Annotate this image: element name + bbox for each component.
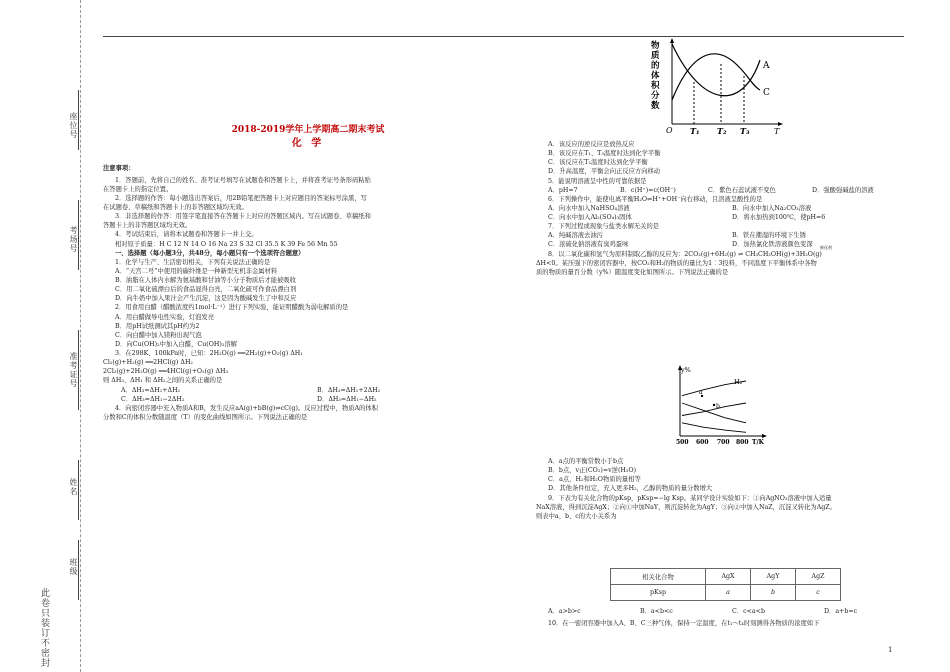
q8-stem-line2: ΔH<0。某压强下的密闭容器中，按CO₂和H₂的物质的量比为1︰3投料，不同温度下平衡体系中各物: [536, 259, 817, 267]
graph-q8-x-arrow: [762, 434, 767, 438]
question-line[interactable]: D．向Cu(OH)₂中加入白醋，Cu(OH)₂溶解: [115, 340, 237, 348]
q4-stem-line2: 分数和C的体积分数随温度（T）的变化曲线如图所示。下列说法正确的是: [103, 413, 308, 421]
q6-options-row1: [536, 204, 916, 213]
q6-option-b[interactable]: B．向水中加入Na₂CO₃溶液: [732, 204, 812, 212]
q9-option-a[interactable]: A．a>b>c: [548, 608, 581, 615]
q7-option-c[interactable]: C．浓硫化钠溶液有臭鸡蛋味: [548, 241, 629, 249]
q9-table-cell: AgX: [706, 569, 751, 585]
graph-q4-origin: O: [666, 126, 673, 135]
graph-q8-series: [682, 381, 746, 432]
graph-q4-xlabel: T: [774, 127, 780, 136]
q9-option-b[interactable]: B．a<b<c: [640, 608, 673, 615]
q9-table-cell: 相关化合物: [611, 569, 706, 585]
graph-q8-ylabel: y%: [681, 366, 691, 374]
question-line: 2Cl₂(g)+2H₂O(g) ══4HCl(g)+O₂(g) ΔH₃: [103, 368, 229, 376]
notes-item: 4．考试结束后，请将本试题卷和答题卡一并上交。: [115, 231, 258, 239]
q8-stem-line1-text: 8．以二氧化碳和氢气为原料制取乙醇的反应为：2CO₂(g)+6H₂(g) ⇌ CH₃CH₂OH(g)+3H₂O(g): [548, 250, 822, 258]
question-line[interactable]: A．“天宫二号”中使用的碳纤维是一种新型无机非金属材料: [115, 267, 278, 275]
notes-item: 在试题卷、草稿纸和答题卡上的非答题区域均无效。: [103, 204, 248, 212]
graph-q4-x-arrow: [778, 122, 783, 126]
graph-q4-ylabel-char: 数: [651, 101, 660, 111]
admission-no-label: 准考证号: [69, 352, 78, 388]
seal-note: 此卷只装订不密封: [39, 588, 49, 668]
graph-q4-ylabel-char: 物: [651, 41, 660, 51]
graph-q8: [668, 364, 778, 450]
question-line: 3．在298K、100kPa时，已知：2H₂O(g) ══2H₂(g)+O₂(g) ΔH₁: [115, 350, 303, 358]
exam-title: 2018-2019学年上学期高二期末考试: [231, 125, 385, 135]
q9-options: [536, 607, 916, 616]
right-column-lower: [536, 457, 916, 521]
q9-table-header: [611, 569, 841, 585]
graph-q8-label-h2: H₂: [734, 378, 743, 386]
binding-margin: [0, 0, 95, 672]
q7-options-row1: [536, 231, 916, 240]
graph-q8-tick-600: 600: [696, 439, 709, 446]
graph-q4-ylabel-char: 体: [651, 71, 660, 81]
question-line[interactable]: D．升高温度，平衡会向正反应方向移动: [548, 168, 661, 176]
q7-options-row2: [536, 240, 916, 249]
page-number: 1: [888, 646, 893, 654]
q8-option-a[interactable]: A．a点的平衡常数小于b点: [548, 458, 624, 465]
q3-option-c[interactable]: C．ΔH₃=ΔH₁−2ΔH₂: [121, 395, 185, 403]
graph-q4-ylabel: [650, 40, 660, 111]
exam-room-line: [78, 200, 79, 270]
exam-room-label: 考场号: [69, 226, 78, 253]
name-line: [78, 460, 79, 520]
question-line: 2．用食用白醋（醋酸浓度约1mol·L⁻¹）进行下列实验，能证明醋酸为弱电解质的是: [115, 304, 349, 312]
question-line: 5．能说明溶液呈中性的可靠依据是: [548, 177, 647, 185]
q5-option-c[interactable]: C．紫色石蕊试液不变色: [708, 186, 776, 194]
graph-q4-tick-t3: T₃: [740, 126, 750, 136]
q6-options-row2: [536, 213, 916, 222]
q6-option-c[interactable]: C．向水中加入Al₂(SO₄)₃固体: [548, 214, 632, 221]
graph-q8-xlabel: T/K: [752, 439, 764, 446]
question-line[interactable]: C．向白醋中加入镁粉出现气泡: [115, 331, 202, 339]
q3-option-b[interactable]: B．ΔH₃=ΔH₁+2ΔH₂: [317, 386, 381, 394]
question-line: 则 ΔH₃、ΔH₁ 和 ΔH₂之间的关系正确的是: [103, 377, 223, 385]
question-line[interactable]: C．用二氧化硫漂白后的食品显得白亮，二氧化硫可作食品漂白剂: [115, 286, 297, 294]
question-line[interactable]: D．向牛奶中加入果汁会产生沉淀，这是因为酸碱发生了中和反应: [115, 295, 297, 303]
q9-table-cell: a: [706, 585, 751, 601]
q7-option-a[interactable]: A．纯碱溶液去油污: [548, 232, 603, 240]
q9-table-cell: pKsp: [611, 585, 706, 601]
class-label: 班级: [69, 558, 78, 576]
graph-q4-y-arrow: [670, 38, 674, 43]
question-line[interactable]: A．该反应的逆反应是放热反应: [548, 141, 635, 148]
notes-item: 在答题卡上的指定位置。: [103, 185, 173, 193]
q9-table: [610, 568, 841, 601]
question-line[interactable]: A．用白醋做导电性实验，灯泡发亮: [115, 313, 215, 321]
q10-stem: 10．在一密闭容器中加入A、B、C三种气体，保持一定温度，在t₁～t₄时刻测得各物质的浓度如下: [548, 620, 820, 628]
q7-option-b[interactable]: B．铁在潮湿的环境下生锈: [732, 232, 806, 240]
question-line[interactable]: B．该反应在T₁、T₃温度时达到化学平衡: [548, 150, 661, 158]
q3-options-row2: [103, 395, 513, 404]
graph-q4: [648, 38, 790, 138]
question-line[interactable]: B．油脂在人体内水解为氨基酸和甘油等小分子物质后才能被吸收: [115, 277, 296, 285]
q9-table-cell: b: [751, 585, 796, 601]
left-question-lines: [103, 258, 513, 386]
q6-stem: 6．下列操作中，能使电离平衡H₂O⇌H⁺+OH⁻向右移动，且溶液呈酸性的是: [548, 195, 763, 203]
left-column: [103, 124, 513, 422]
graph-q8-label-a: a: [699, 389, 703, 396]
q3-options-row1: [103, 386, 513, 395]
q5-option-a[interactable]: A．pH=7: [548, 186, 578, 194]
graph-q8-label-b: b: [716, 403, 720, 410]
graph-q4-tick-t2: T₂: [717, 126, 727, 136]
q9-stem-line1: 9．下表为有关化合物的pKsp，pKsp=−lg Ksp。某同学设计实验如下：①向AgNO₃溶液中加入适量: [548, 494, 832, 502]
seat-no-line: [78, 90, 79, 150]
q9-table-cell: AgY: [751, 569, 796, 585]
q9-option-d[interactable]: D．a+b=c: [824, 608, 858, 615]
question-line: Cl₂(g)+H₂(g) ══2HCl(g) ΔH₂: [103, 359, 193, 367]
q6-option-a[interactable]: A．向水中加入NaHSO₄溶液: [548, 204, 630, 212]
question-line[interactable]: C．该反应在T₂温度时达到化学平衡: [548, 159, 648, 167]
q8-catalyst-label: 催化剂: [820, 244, 832, 250]
right-question-lines: [536, 140, 916, 186]
q5-option-b[interactable]: B．c(H⁺)=c(OH⁻): [620, 186, 676, 194]
q3-option-d[interactable]: D．ΔH₃=ΔH₁−ΔH₂: [317, 395, 377, 403]
question-line: 1．化学与生产、生活密切相关，下列有关说法正确的是: [115, 258, 271, 266]
section1-heading: 一、选择题（每小题3分，共48分，每小题只有一个选项符合题意）: [115, 249, 305, 257]
q9-stem-line3: 则表中a、b、c的大小关系为: [536, 512, 617, 520]
graph-q8-series-line: [682, 423, 746, 433]
top-rule: [103, 36, 904, 37]
q4-stem-line1: 4．向密闭容器中充入物质A和B，发生反应aA(g)+bB(g)⇌cC(g)。反应过程中，物质A的体积: [115, 404, 379, 412]
notes-item: 1．答题前，先将自己的姓名、准考证号填写在试题卷和答题卡上，并将准考证号条形码粘贴: [115, 176, 371, 184]
notes-item: 答题卡上的非答题区域均无效。: [103, 222, 192, 230]
q9-option-c[interactable]: C．c<a<b: [732, 608, 765, 615]
name-label: 姓名: [69, 478, 78, 496]
graph-q8-tick-700: 700: [717, 439, 730, 446]
notes-item: 2．选择题的作答：每小题选出答案后，用2B铅笔把答题卡上对应题目的答案标号涂黑，写: [115, 194, 367, 202]
q9-stem-line2: NaX溶液，得到沉淀AgX；②向①中加NaY，则沉淀转化为AgY；③向②中加入NaZ，沉淀又转化为AgZ。: [536, 503, 836, 511]
notes-list: [103, 176, 513, 240]
right-column: [536, 140, 916, 277]
graph-q4-curve-c: [672, 54, 760, 100]
notes-heading: 注意事项：: [103, 164, 135, 172]
q8-option-b[interactable]: B．b点，v正(CO₂)=v逆(H₂O): [548, 467, 637, 475]
notes-item: 3．非选择题的作答：用签字笔直接答在答题卡上对应的答题区域内。写在试题卷、草稿纸和: [115, 213, 371, 221]
q5-options: [536, 186, 916, 195]
class-line: [78, 540, 79, 600]
q9-table-row: [611, 585, 841, 601]
graph-q4-ylabel-char: 分: [651, 91, 660, 101]
graph-q8-tick-800: 800: [736, 439, 749, 446]
graph-q4-tick-t1: T₁: [690, 126, 700, 136]
graph-q4-curve-a: [672, 44, 760, 96]
q7-option-d[interactable]: D．加热氯化铁溶液颜色变深: [732, 241, 813, 249]
right-column-bottom: [536, 607, 916, 628]
graph-q8-tick-500: 500: [676, 439, 689, 446]
graph-q8-point-b: [713, 404, 715, 406]
q6-option-d[interactable]: D．将水加热到100℃，使pH=6: [732, 214, 826, 221]
admission-no-line: [78, 330, 79, 410]
q8-option-d[interactable]: D．其他条件恒定，充入更多H₂，乙醇的物质的量分数增大: [548, 485, 713, 493]
q8-stem-line3: 质的物质的量百分数（y%）随温度变化如图所示。下列说法正确的是: [536, 268, 729, 276]
atomic-masses: 相对原子质量：H C 12 N 14 O 16 Na 23 S 32 Cl 35.5 K 39 Fe 56 Mn 55: [115, 240, 338, 248]
graph-q4-ylabel-char: 的: [651, 61, 660, 71]
graph-q4-label-c: C: [763, 88, 770, 98]
q3-option-a[interactable]: A．ΔH₃=ΔH₁+ΔH₂: [121, 386, 181, 394]
q9-table-cell: AgZ: [796, 569, 841, 585]
binding-dashed-line: [80, 0, 81, 672]
graph-q4-label-a: A: [763, 61, 770, 71]
q9-table-cell: c: [796, 585, 841, 601]
graph-q4-ylabel-char: 积: [651, 81, 660, 91]
graph-q4-ylabel-char: 质: [651, 51, 660, 61]
seat-no-label: 座位号: [69, 112, 78, 139]
subject-title: 化 学: [291, 138, 325, 150]
question-line[interactable]: B．用pH试纸测试其pH约为2: [115, 322, 200, 330]
q5-option-d[interactable]: D．强酸强碱盐的溶液: [812, 186, 874, 194]
q7-stem: 7．下列过程或现象与盐类水解无关的是: [548, 223, 660, 231]
q8-option-c[interactable]: C．a点，H₂和H₂O物质的量相等: [548, 476, 641, 484]
